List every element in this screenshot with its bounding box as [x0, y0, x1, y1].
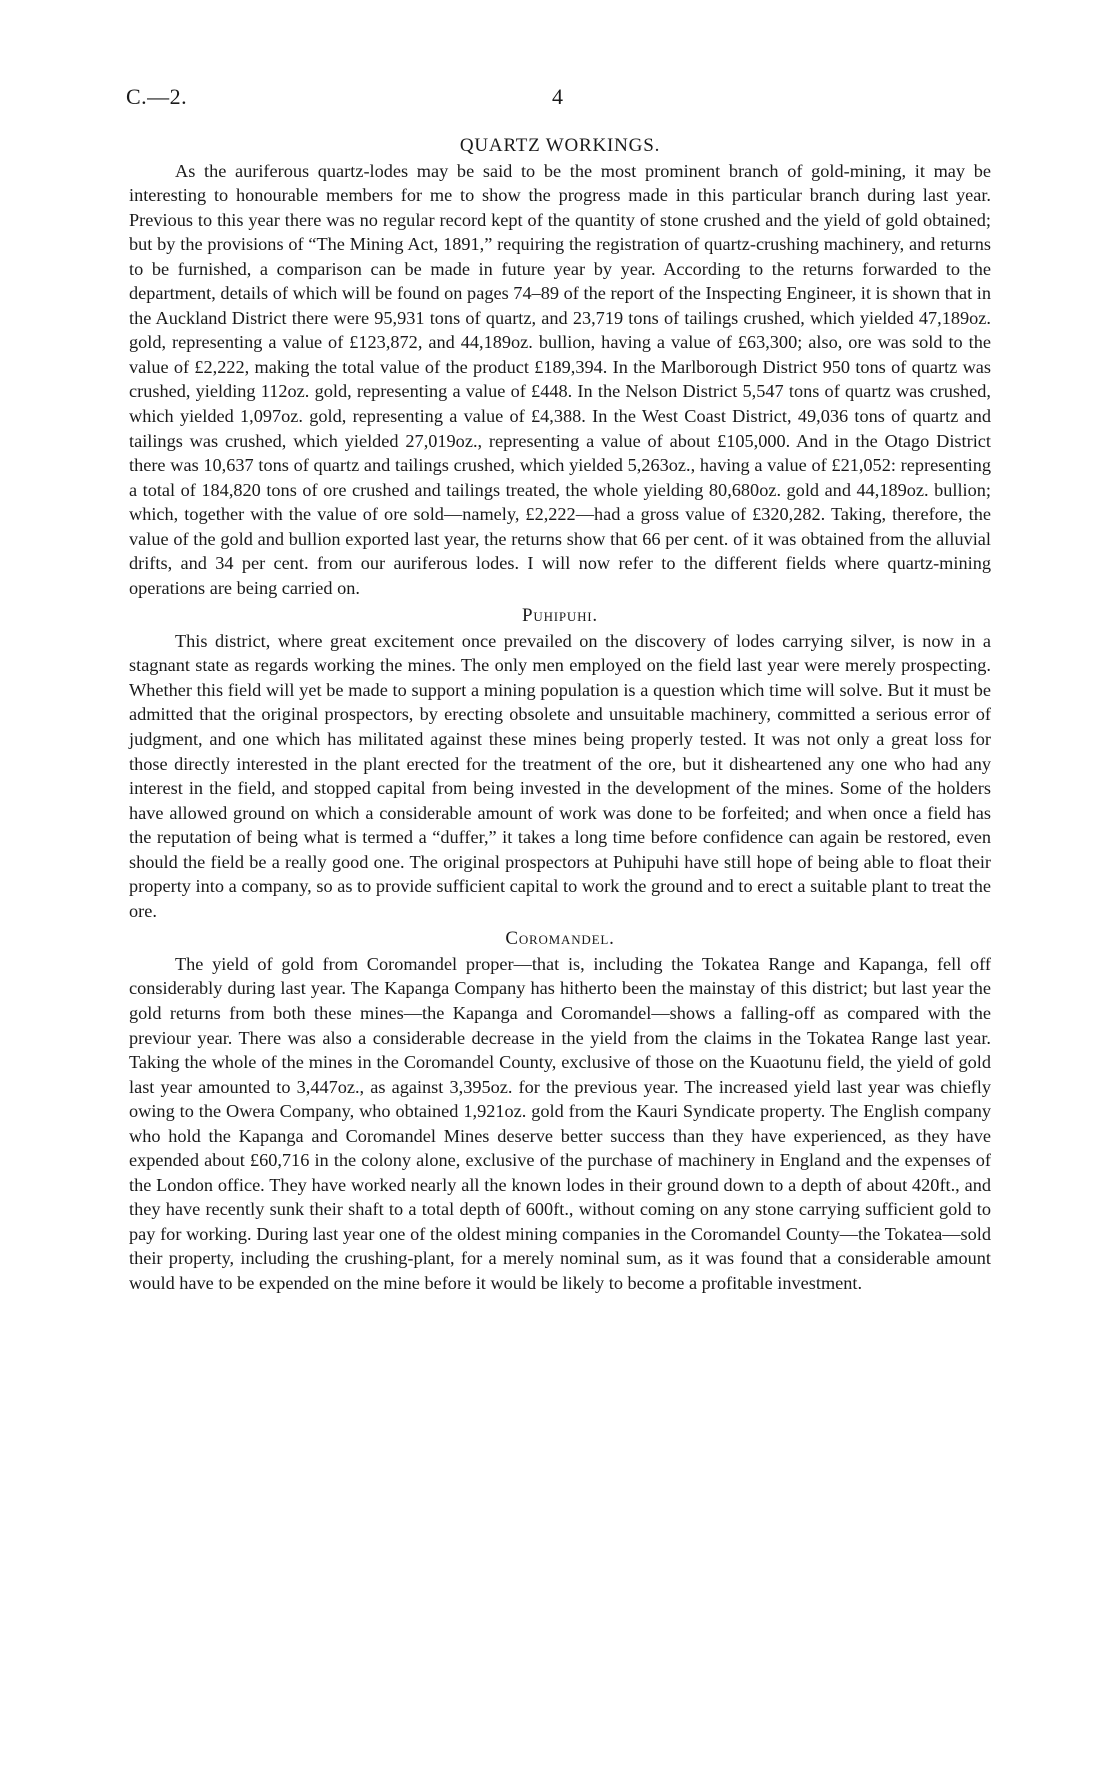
page-reference: C.—2.	[126, 84, 188, 109]
section-heading: QUARTZ WORKINGS.	[459, 135, 661, 156]
section-coromandel	[129, 927, 991, 1295]
section-quartz-workings	[129, 134, 991, 600]
section-paragraph: As the auriferous quartz-lodes may be said to be the most prominent branch of gold-mining, it may be interesting to honourable members for me to show the progress made in this particular branch during last year. Previous to this year there was no regular record kept of the quantity of stone crushed and the yield of gold obtained; but by the provisions of “The Mining Act, 1891,” requiring the registration of quartz-crushing machinery, and returns to be furnished, a comparison can be made in future year by year. According to the returns forwarded to the department, details of which will be found on pages 74–89 of the report of the Inspecting Engineer, it is shown that in the Auckland District there were 95,931 tons of quartz, and 23,719 tons of tailings crushed, which yielded 47,189oz. gold, representing a value of £123,872, and 44,189oz. bullion, having a value of £63,300; also, ore was sold to the value of £2,222, making the total value of the product £189,394. In the Marlborough District 950 tons of quartz was crushed, yielding 112oz. gold, representing a value of £448. In the Nelson District 5,547 tons of quartz was crushed, which yielded 1,097oz. gold, representing a value of £4,388. In the West Coast District, 49,036 tons of quartz and tailings was crushed, which yielded 27,019oz., representing a value of about £105,000. And in the Otago District there was 10,637 tons of quartz and tailings crushed, which yielded 5,263oz., having a value of £21,052: representing a total of 184,820 tons of ore crushed and tailings treated, the whole yielding 80,680oz. gold and 44,189oz. bullion; which, together with the value of ore sold—namely, £2,222—had a gross value of £320,282. Taking, therefore, the value of the gold and bullion exported last year, the returns show that 66 per cent. of it was obtained from the alluvial drifts, and 34 per cent. from our auriferous lodes. I will now refer to the different fields where quartz-mining operations are being carried on.	[129, 160, 991, 598]
section-paragraph: This district, where great excitement once prevailed on the discovery of lodes carrying silver, is now in a stagnant state as regards working the mines. The only men employed on the field last year were merely prospecting. Whether this field will yet be made to support a mining population is a question which time will solve. But it must be admitted that the original prospectors, by erecting obsolete and unsuitable machinery, committed a serious error of judgment, and one which has militated against these mines being properly tested. It was not only a great loss for those directly interested in the plant erected for the treatment of the ore, but it disheartened any one who had any interest in the field, and stopped capital from being invested in the development of the mines. Some of the holders have allowed ground on which a considerable amount of work was done to be forfeited; and when once a field has the reputation of being what is termed a “duffer,” it takes a long time before confidence can again be restored, even should the field be a really good one. The original prospectors at Puhipuhi have still hope of being able to float their property into a company, so as to provide sufficient capital to work the ground and to erect a suitable plant to treat the ore.	[129, 630, 991, 921]
page-content	[129, 134, 991, 1296]
page-number: 4	[552, 84, 563, 109]
section-heading: Puhipuhi.	[522, 605, 598, 627]
section-paragraph: The yield of gold from Coromandel proper—that is, including the Tokatea Range and Kapanga, fell off considerably during last year. The Kapanga Company has hitherto been the mainstay of this district; but last year the gold returns from both these mines—the Kapanga and Coromandel—shows a falling-off as compared with the previour year. There was also a considerable decrease in the yield from the claims in the Tokatea Range last year. Taking the whole of the mines in the Coromandel County, exclusive of those on the Kuaotunu field, the yield of gold last year amounted to 3,447oz., as against 3,395oz. for the previous year. The increased yield last year was chiefly owing to the Owera Company, who obtained 1,921oz. gold from the Kauri Syndicate property. The English company who hold the Kapanga and Coromandel Mines deserve better success than they have experienced, as they have expended about £60,716 in the colony alone, exclusive of the purchase of machinery in England and the expenses of the London office. They have worked nearly all the known lodes in their ground down to a depth of about 420ft., and they have recently sunk their shaft to a total depth of 600ft., without coming on any stone carrying sufficient gold to pay for working. During last year one of the oldest mining companies in the Coromandel County—the Tokatea—sold their property, including the crushing-plant, for a merely nominal sum, as it was found that a considerable amount would have to be expended on the mine before it would be likely to become a profitable investment.	[129, 953, 991, 1294]
section-puhipuhi	[129, 604, 991, 923]
section-heading: Coromandel.	[505, 928, 615, 950]
